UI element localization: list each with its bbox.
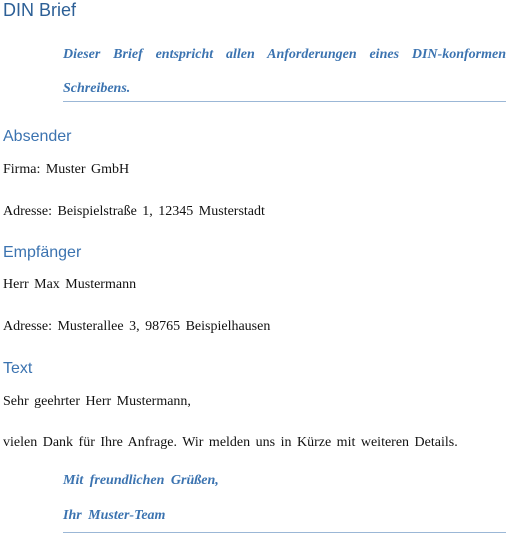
- intro-quote: Dieser Brief entspricht allen Anforderungen eines DIN-konformen Schreibens.: [63, 47, 506, 96]
- letter-body: vielen Dank für Ihre Anfrage. Wir melden uns in Kürze mit weiteren Details.: [3, 435, 458, 450]
- sender-address: Adresse: Beispielstraße 1, 12345 Musterstadt: [3, 204, 265, 219]
- closing-line-2: Ihr Muster-Team: [63, 508, 166, 523]
- document-title: DIN Brief: [3, 0, 77, 20]
- intro-quote-divider: [63, 101, 506, 102]
- section-heading-sender: Absender: [3, 128, 72, 145]
- sender-company: Firma: Muster GmbH: [3, 162, 130, 177]
- closing-divider: [63, 532, 506, 533]
- section-heading-text: Text: [3, 360, 33, 377]
- closing-line-1: Mit freundlichen Grüßen,: [63, 473, 219, 488]
- section-heading-recipient: Empfänger: [3, 244, 82, 261]
- letter-greeting: Sehr geehrter Herr Mustermann,: [3, 394, 191, 409]
- recipient-address: Adresse: Musterallee 3, 98765 Beispielhausen: [3, 319, 271, 334]
- recipient-name: Herr Max Mustermann: [3, 277, 137, 292]
